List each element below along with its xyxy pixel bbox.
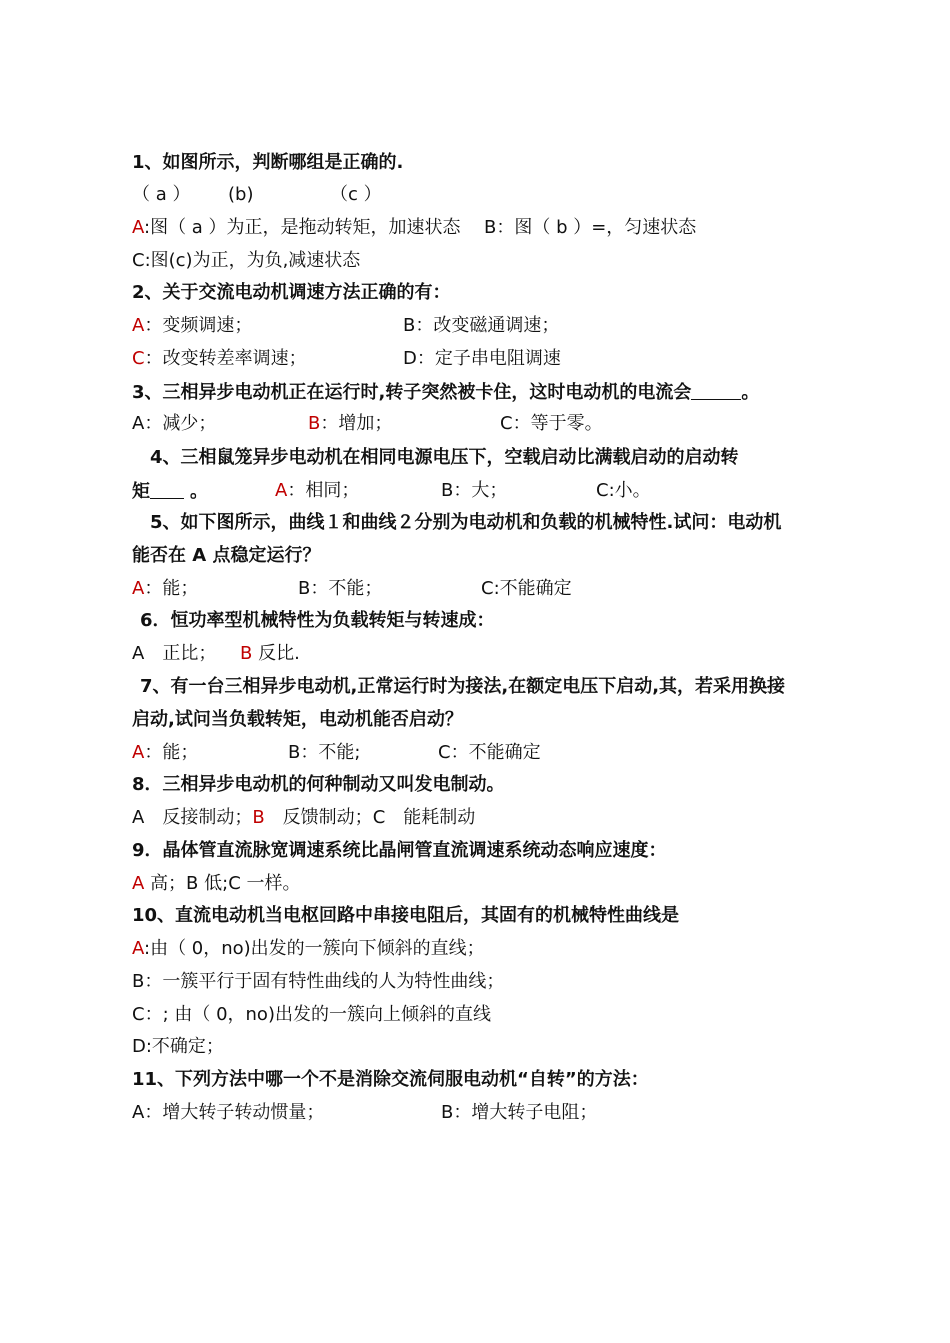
question-2: 2、关于交流电动机调速方法正确的有：	[132, 282, 451, 303]
question-5-continued: 能否在 A 点稳定运行？	[132, 545, 321, 566]
figure-label-b: (b)	[228, 184, 254, 205]
answer-letter: B	[308, 413, 321, 434]
q10-option-c: C：; 由（ 0，no)出发的一簇向上倾斜的直线	[132, 1004, 491, 1025]
q5-option-a: A：能；	[132, 578, 199, 599]
question-7: 7、有一台三相异步电动机,正常运行时为接法,在额定电压下启动,其，若采用换接	[140, 676, 786, 697]
q10-option-b: B：一簇平行于固有特性曲线的人为特性曲线；	[132, 971, 505, 992]
q7-option-a: A：能；	[132, 742, 199, 763]
answer-letter: A	[132, 578, 145, 599]
answer-letter: B	[240, 643, 253, 664]
question-1: 1、如图所示，判断哪组是正确的.	[132, 152, 404, 173]
question-6: 6．恒功率型机械特性为负载转矩与转速成：	[140, 610, 495, 631]
question-8: 8．三相异步电动机的何种制动又叫发电制动。	[132, 774, 505, 795]
question-5: 5、如下图所示，曲线１和曲线２分别为电动机和负载的机械特性.试问：电动机	[150, 512, 782, 533]
question-10: 10、直流电动机当电枢回路中串接电阻后，其固有的机械特性曲线是	[132, 905, 680, 926]
question-9: 9．晶体管直流脉宽调速系统比晶闸管直流调速系统动态响应速度：	[132, 840, 667, 861]
question-11: 11、下列方法中哪一个不是消除交流伺服电动机“自转”的方法：	[132, 1069, 649, 1090]
q1-option-a: A:图（ a ）为正，是拖动转矩，加速状态	[132, 217, 461, 238]
q4-option-a: A：相同；	[275, 480, 360, 501]
figure-label-c: （c ）	[330, 184, 382, 205]
answer-letter: A	[132, 217, 144, 238]
question-7-continued: 启动,试问当负载转矩，电动机能否启动？	[132, 709, 463, 730]
figure-label-a: （ a ）	[132, 184, 191, 205]
q4-option-b: B：大；	[441, 480, 508, 501]
q4-option-c: C:小。	[596, 480, 651, 501]
q6-option-b: B 反比.	[240, 643, 300, 664]
q10-option-d: D:不确定；	[132, 1036, 224, 1057]
answer-letter: A	[132, 873, 145, 894]
answer-blank	[150, 480, 184, 499]
q1-option-b: B：图（ b ）=，匀速状态	[484, 217, 697, 238]
q2-option-d: D：定子串电阻调速	[403, 348, 561, 369]
answer-letter: A	[132, 315, 145, 336]
question-3: 3、三相异步电动机正在运行时,转子突然被卡住，这时电动机的电流会 。	[132, 382, 760, 403]
answer-letter: A	[132, 742, 145, 763]
q1-option-c: C:图(c)为正，为负,减速状态	[132, 250, 361, 271]
q11-option-a: A：增大转子转动惯量；	[132, 1102, 325, 1123]
q3-option-b: B：增加；	[308, 413, 393, 434]
answer-letter: C	[132, 348, 145, 369]
question-4-continued: 矩 。	[132, 481, 208, 502]
q2-option-a: A：变频调速；	[132, 315, 253, 336]
answer-letter: A	[275, 480, 288, 501]
answer-letter: B	[252, 807, 265, 828]
q2-option-c: C：改变转差率调速；	[132, 348, 307, 369]
answer-letter: A	[132, 938, 144, 959]
q9-options: A 高；B 低;C 一样。	[132, 873, 301, 894]
q7-option-c: C：不能确定	[438, 742, 541, 763]
q8-options: A 反接制动；B 反馈制动；C 能耗制动	[132, 807, 476, 828]
q10-option-a: A:由（ 0，no)出发的一簇向下倾斜的直线；	[132, 938, 485, 959]
question-4: 4、三相鼠笼异步电动机在相同电源电压下，空载启动比满载启动的启动转	[150, 447, 739, 468]
q3-option-c: C：等于零。	[500, 413, 603, 434]
q5-option-c: C:不能确定	[481, 578, 572, 599]
q11-option-b: B：增大转子电阻；	[441, 1102, 598, 1123]
q7-option-b: B：不能;	[288, 742, 361, 763]
answer-blank	[691, 381, 741, 400]
q5-option-b: B：不能；	[298, 578, 383, 599]
q3-option-a: A：减少；	[132, 413, 217, 434]
q6-option-a: A 正比；	[132, 643, 217, 664]
q2-option-b: B：改变磁通调速；	[403, 315, 560, 336]
